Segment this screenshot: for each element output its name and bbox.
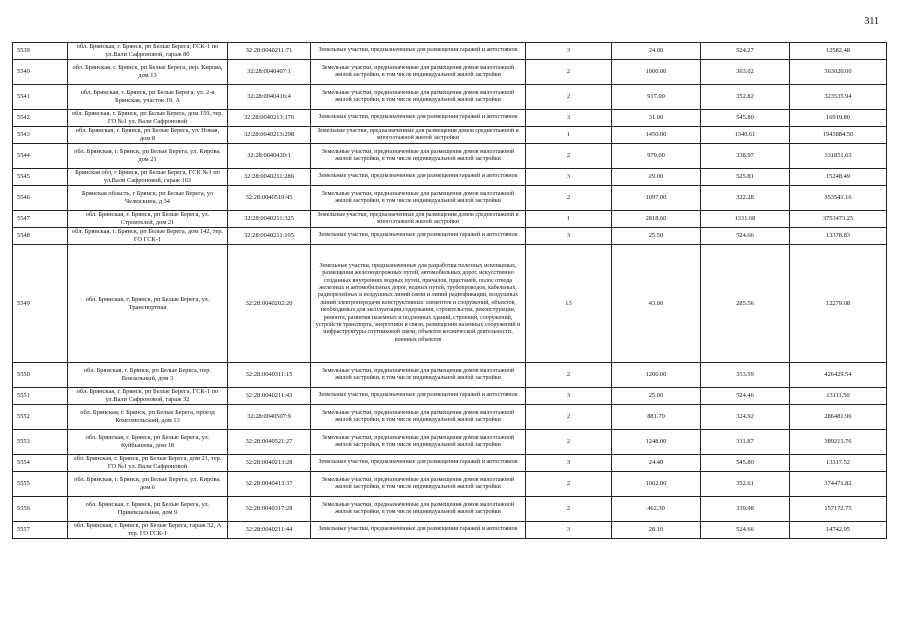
- area-cell: 1062.00: [612, 472, 701, 497]
- address-cell: Брянская область, г Брянск, рп Белые Берега, ул Челюскина, д 34: [68, 186, 228, 211]
- cadastral-number-cell: 32:28:0040416:4: [228, 85, 311, 110]
- cadastral-number-cell: 32:28:0040213:28: [228, 455, 311, 472]
- specific-value-cell: 352.61: [701, 472, 790, 497]
- address-cell: обл. Брянская, г. Брянск, рп Белые Берега, ул. Куйбышева, дом 18: [68, 430, 228, 455]
- land-use-description-cell: Земельные участки, предназначенные для размещения домов среднеэтажной и многоэтажной жилой застройки: [311, 127, 526, 144]
- address-cell: обл. Брянская, г. Брянск, рп Белые Берега, ул. Строителей, дом 21: [68, 211, 228, 228]
- row-number-cell: 5554: [13, 455, 68, 472]
- cadastral-value-cell: 13111.50: [790, 388, 887, 405]
- area-cell: 25.50: [612, 228, 701, 245]
- table-row: [13, 186, 887, 211]
- group-cell: 3: [526, 169, 612, 186]
- cadastral-value-cell: 363020.00: [790, 60, 887, 85]
- land-use-description-cell: Земельные участки, предназначенные для размещения домов малоэтажной жилой застройки, в том числе индивидуальной жилой застройки: [311, 472, 526, 497]
- cadastral-number-cell: 32:28:0040413:37: [228, 472, 311, 497]
- cadastral-registry-table: [12, 42, 887, 539]
- address-cell: обл. Брянская, г. Брянск, рп Белые Берега, проезд Комсомольский, дом 13: [68, 405, 228, 430]
- cadastral-value-cell: 13317.52: [790, 455, 887, 472]
- land-use-description-cell: Земельные участки, предназначенные для размещения гаражей и автостоянок: [311, 169, 526, 186]
- area-cell: 917.00: [612, 85, 701, 110]
- cadastral-value-cell: 12582.48: [790, 43, 887, 60]
- row-number-cell: 5556: [13, 497, 68, 522]
- cadastral-value-cell: 389213.76: [790, 430, 887, 455]
- cadastral-number-cell: 32:28:0040211:43: [228, 388, 311, 405]
- address-cell: обл. Брянская, г. Брянск, рп Белые Берега, ул. Новая, дом 8: [68, 127, 228, 144]
- specific-value-cell: 524.66: [701, 228, 790, 245]
- row-number-cell: 5548: [13, 228, 68, 245]
- row-number-cell: 5552: [13, 405, 68, 430]
- table-row: [13, 455, 887, 472]
- specific-value-cell: 285.56: [701, 245, 790, 363]
- area-cell: 462.30: [612, 497, 701, 522]
- land-use-description-cell: Земельные участки, предназначенные для размещения гаражей и автостоянок: [311, 228, 526, 245]
- cadastral-number-cell: 32:28:0040211:44: [228, 522, 311, 539]
- row-number-cell: 5553: [13, 430, 68, 455]
- area-cell: 28.10: [612, 522, 701, 539]
- specific-value-cell: 1340.61: [701, 127, 790, 144]
- land-use-description-cell: Земельные участки, предназначенные для размещения домов малоэтажной жилой застройки, в том числе индивидуальной жилой застройки: [311, 85, 526, 110]
- cadastral-value-cell: 323535.94: [790, 85, 887, 110]
- table-row: [13, 43, 887, 60]
- area-cell: 1450.00: [612, 127, 701, 144]
- cadastral-number-cell: 32:28:0040211:325: [228, 211, 311, 228]
- group-cell: 2: [526, 430, 612, 455]
- group-cell: 3: [526, 388, 612, 405]
- table-row: [13, 169, 887, 186]
- table-row: [13, 144, 887, 169]
- cadastral-value-cell: 12279.08: [790, 245, 887, 363]
- table-row: [13, 430, 887, 455]
- page-number: 311: [864, 16, 879, 27]
- cadastral-value-cell: 157172.75: [790, 497, 887, 522]
- group-cell: 2: [526, 186, 612, 211]
- specific-value-cell: 524.27: [701, 43, 790, 60]
- table-row: [13, 228, 887, 245]
- specific-value-cell: 545.80: [701, 110, 790, 127]
- land-use-description-cell: Земельные участки, предназначенные для размещения домов малоэтажной жилой застройки, в том числе индивидуальной жилой застройки: [311, 60, 526, 85]
- address-cell: обл. Брянская, г. Брянск, рп Белые Берега, ул. Привокзальная, дом 9: [68, 497, 228, 522]
- cadastral-value-cell: 13378.83: [790, 228, 887, 245]
- group-cell: 1: [526, 127, 612, 144]
- table-row: [13, 60, 887, 85]
- row-number-cell: 5551: [13, 388, 68, 405]
- row-number-cell: 5545: [13, 169, 68, 186]
- group-cell: 2: [526, 60, 612, 85]
- address-cell: обл. Брянская, г. Брянск, рп Белые Берега, гараж 32, А тер. ГО ГСК-1: [68, 522, 228, 539]
- cadastral-number-cell: 32:28:0040211:71: [228, 43, 311, 60]
- specific-value-cell: 525.81: [701, 169, 790, 186]
- specific-value-cell: 363.02: [701, 60, 790, 85]
- area-cell: 1097.00: [612, 186, 701, 211]
- specific-value-cell: 322.28: [701, 186, 790, 211]
- area-cell: 24.00: [612, 43, 701, 60]
- area-cell: 24.40: [612, 455, 701, 472]
- row-number-cell: 5540: [13, 60, 68, 85]
- cadastral-number-cell: 32:28:0040407:1: [228, 60, 311, 85]
- specific-value-cell: 1331.68: [701, 211, 790, 228]
- land-use-description-cell: Земельные участки, предназначенные для размещения домов малоэтажной жилой застройки, в том числе индивидуальной жилой застройки: [311, 430, 526, 455]
- address-cell: обл. Брянская, г. Брянск, рп Белые Берега, дом 159, тер. ГО №1 ул. Вали Сафроновой: [68, 110, 228, 127]
- cadastral-number-cell: 32:28:0040211:105: [228, 228, 311, 245]
- cadastral-value-cell: 3753473.25: [790, 211, 887, 228]
- specific-value-cell: 524.46: [701, 388, 790, 405]
- address-cell: обл. Брянская, г. Брянск, рп Белые Берега, ГСК-1 по ул.Вали Сафроновой, гараж 80: [68, 43, 228, 60]
- address-cell: обл. Брянская, г. Брянск, рп Белые Берега, дом 21, тер. ГО №1 ул. Вали Сафроновой: [68, 455, 228, 472]
- specific-value-cell: 324.92: [701, 405, 790, 430]
- cadastral-value-cell: 1943884.50: [790, 127, 887, 144]
- specific-value-cell: 338.97: [701, 144, 790, 169]
- land-use-description-cell: Земельные участки, предназначенные для размещения домов среднеэтажной и многоэтажной жилой застройки: [311, 211, 526, 228]
- group-cell: 2: [526, 363, 612, 388]
- land-use-description-cell: Земельные участки, предназначенные для разработки полезных ископаемых, размещения железнодорожных путей, автомобильных дорог, искусственно созданных внутренних водных путей, причалов, пристаней, полос отвода железных и автомобильных дорог, водных путей, трубопроводов, кабельных, радиорелейных и воздушных линий связи и линий радиофикации, воздушных линий электропередачи конструктивных элементов и сооружений, объектов, необходимых для эксплуатации,содержания, строительства, реконструкции, ремонта, развития наземных и подземных зданий, строений, сооружений, устройств транспорта, энергетики и связи, размещения наземных сооружений и инфраструктуры спутниковой связи, объектов космической деятельности, военных объектов: [311, 245, 526, 363]
- row-number-cell: 5555: [13, 472, 68, 497]
- address-cell: обл. Брянская, г. Брянск, рп Белые Берега, ГСК-1 по ул.Вали Сафроновой, гараж 32: [68, 388, 228, 405]
- area-cell: 1206.00: [612, 363, 701, 388]
- area-cell: 2818.60: [612, 211, 701, 228]
- cadastral-value-cell: 286481.96: [790, 405, 887, 430]
- area-cell: 881.70: [612, 405, 701, 430]
- row-number-cell: 5550: [13, 363, 68, 388]
- table-row: [13, 472, 887, 497]
- address-cell: обл. Брянская, г. Брянск, рп Белые Берега, ул. Транспортная: [68, 245, 228, 363]
- row-number-cell: 5543: [13, 127, 68, 144]
- land-use-description-cell: Земельные участки, предназначенные для размещения домов малоэтажной жилой застройки, в том числе индивидуальной жилой застройки: [311, 186, 526, 211]
- cadastral-value-cell: 331851.63: [790, 144, 887, 169]
- land-use-description-cell: Земельные участки, предназначенные для размещения гаражей и автостоянок: [311, 455, 526, 472]
- land-use-description-cell: Земельные участки, предназначенные для размещения домов малоэтажной жилой застройки, в том числе индивидуальной жилой застройки: [311, 144, 526, 169]
- row-number-cell: 5539: [13, 43, 68, 60]
- land-use-description-cell: Земельные участки, предназначенные для размещения домов малоэтажной жилой застройки, в том числе индивидуальной жилой застройки: [311, 405, 526, 430]
- row-number-cell: 5549: [13, 245, 68, 363]
- specific-value-cell: 545.80: [701, 455, 790, 472]
- group-cell: 2: [526, 405, 612, 430]
- specific-value-cell: 524.66: [701, 522, 790, 539]
- row-number-cell: 5541: [13, 85, 68, 110]
- group-cell: 2: [526, 85, 612, 110]
- group-cell: 3: [526, 455, 612, 472]
- table-row: [13, 405, 887, 430]
- group-cell: 3: [526, 522, 612, 539]
- table-row: [13, 110, 887, 127]
- land-use-description-cell: Земельные участки, предназначенные для размещения гаражей и автостоянок: [311, 110, 526, 127]
- area-cell: 1000.00: [612, 60, 701, 85]
- row-number-cell: 5557: [13, 522, 68, 539]
- table-row: [13, 245, 887, 363]
- cadastral-value-cell: 16919.80: [790, 110, 887, 127]
- group-cell: 2: [526, 144, 612, 169]
- cadastral-number-cell: 32:28:0040213:170: [228, 110, 311, 127]
- table-row: [13, 497, 887, 522]
- address-cell: обл. Брянская, г. Брянск, рп Белые Берега, ул. 2-я Брянская, участок 19, А: [68, 85, 228, 110]
- area-cell: 979.00: [612, 144, 701, 169]
- address-cell: обл. Брянская, г. Брянск, рп Белые Берега, дом 142, тер. ГО ГСК-1: [68, 228, 228, 245]
- land-use-description-cell: Земельные участки, предназначенные для размещения гаражей и автостоянок: [311, 388, 526, 405]
- cadastral-number-cell: 32:28:0040507:9: [228, 405, 311, 430]
- land-use-description-cell: Земельные участки, предназначенные для размещения домов малоэтажной жилой застройки, в том числе индивидуальной жилой застройки: [311, 363, 526, 388]
- cadastral-value-cell: 15248.49: [790, 169, 887, 186]
- group-cell: 13: [526, 245, 612, 363]
- address-cell: обл. Брянская, г. Брянск, рп Белые Берега, пер. Вокзальный, дом 3: [68, 363, 228, 388]
- cadastral-number-cell: 32:28:0040519:45: [228, 186, 311, 211]
- cadastral-value-cell: 14742.95: [790, 522, 887, 539]
- address-cell: Брянская обл, г Брянск, рп Белые Берега, ГСК №1 по ул.Вали Сафроновой, гараж 163: [68, 169, 228, 186]
- group-cell: 1: [526, 211, 612, 228]
- table-row: [13, 211, 887, 228]
- land-use-description-cell: Земельные участки, предназначенные для размещения гаражей и автостоянок: [311, 43, 526, 60]
- cadastral-number-cell: 32:28:0040420:1: [228, 144, 311, 169]
- cadastral-number-cell: 32:28:0040311:15: [228, 363, 311, 388]
- cadastral-number-cell: 32:28:0040317:28: [228, 497, 311, 522]
- group-cell: 3: [526, 228, 612, 245]
- table-row: [13, 522, 887, 539]
- land-use-description-cell: Земельные участки, предназначенные для размещения гаражей и автостоянок: [311, 522, 526, 539]
- group-cell: 2: [526, 497, 612, 522]
- area-cell: 31.00: [612, 110, 701, 127]
- row-number-cell: 5542: [13, 110, 68, 127]
- group-cell: 2: [526, 472, 612, 497]
- cadastral-number-cell: 32:28:0040202:20: [228, 245, 311, 363]
- specific-value-cell: 353.59: [701, 363, 790, 388]
- area-cell: 29.00: [612, 169, 701, 186]
- row-number-cell: 5547: [13, 211, 68, 228]
- specific-value-cell: 352.82: [701, 85, 790, 110]
- address-cell: обл. Брянская, г. Брянск, рп Белые Берега, ул. Кирова, дом 6: [68, 472, 228, 497]
- cadastral-number-cell: 32:28:0040211:286: [228, 169, 311, 186]
- registry-rows: [13, 43, 887, 539]
- table-row: [13, 363, 887, 388]
- land-use-description-cell: Земельные участки, предназначенные для размещения домов малоэтажной жилой застройки, в том числе индивидуальной жилой застройки: [311, 497, 526, 522]
- specific-value-cell: 311.87: [701, 430, 790, 455]
- row-number-cell: 5546: [13, 186, 68, 211]
- cadastral-number-cell: 32:28:0040213:298: [228, 127, 311, 144]
- table-row: [13, 127, 887, 144]
- area-cell: 25.00: [612, 388, 701, 405]
- address-cell: обл. Брянская, г. Брянск, рп Белые Берега, ул. Кирова, дом 21: [68, 144, 228, 169]
- group-cell: 3: [526, 110, 612, 127]
- table-row: [13, 388, 887, 405]
- cadastral-value-cell: 353541.16: [790, 186, 887, 211]
- cadastral-value-cell: 426429.54: [790, 363, 887, 388]
- cadastral-number-cell: 32:28:0040521:27: [228, 430, 311, 455]
- row-number-cell: 5544: [13, 144, 68, 169]
- area-cell: 1248.00: [612, 430, 701, 455]
- cadastral-value-cell: 374471.82: [790, 472, 887, 497]
- area-cell: 43.00: [612, 245, 701, 363]
- table-row: [13, 85, 887, 110]
- group-cell: 3: [526, 43, 612, 60]
- specific-value-cell: 339.98: [701, 497, 790, 522]
- address-cell: обл. Брянская, г. Брянск, рп Белые Берега, пер. Кирова, дом 13: [68, 60, 228, 85]
